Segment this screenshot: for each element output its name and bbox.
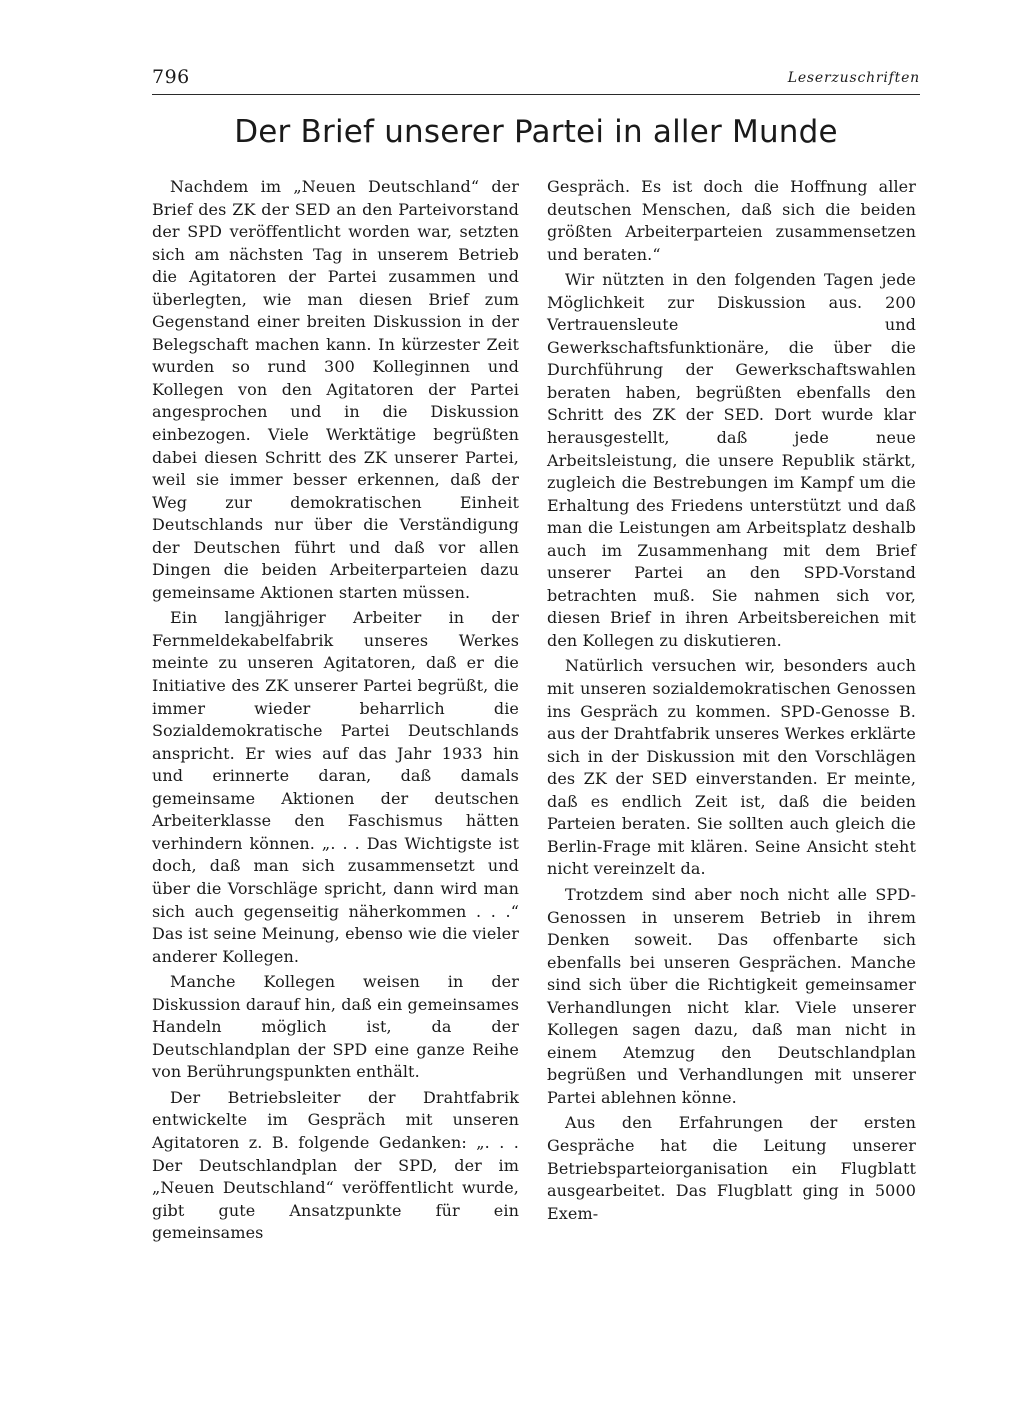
page-number: 796	[152, 66, 190, 88]
paragraph: Trotzdem sind aber noch nicht alle SPD-Genossen in unserem Betrieb in ihrem Denken soweit. Das offenbarte sich ebenfalls bei unseren Gesprächen. Manche sind sich über die Richtigkeit gemeinsamer Verhandlungen nicht klar. Viele unserer Kollegen sagen dazu, daß man nicht in einem Atemzug den Deutschlandplan begrüßen und Verhandlungen mit unserer Partei ablehnen könne.	[547, 884, 916, 1107]
paragraph-continued: Gespräch. Es ist doch die Hoffnung aller deutschen Menschen, daß sich die beiden größten Arbeiterparteien zusammensetzen und beraten.“	[547, 177, 916, 264]
paragraph: Natürlich versuchen wir, besonders auch mit unseren sozialdemokratischen Genossen ins Gespräch zu kommen. SPD-Genosse B. aus der Drahtfabrik unseres Werkes erklärte sich in der Diskussion mit den Vorschlägen des ZK der SED einverstanden. Er meinte, daß es endlich Zeit ist, daß die beiden Parteien beraten. Sie sollten auch gleich die Berlin-Frage mit klären. Seine Ansicht steht nicht vereinzelt da.	[547, 656, 916, 879]
running-header	[152, 64, 920, 95]
paragraph: Aus den Erfahrungen der ersten Gespräche hat die Leitung unserer Betriebsparteiorganisation ein Flugblatt ausgearbeitet. Das Flugblatt ging in 5000 Exem-	[547, 1113, 916, 1223]
section-label: Leserzuschriften	[787, 70, 920, 86]
left-column	[152, 176, 519, 1248]
article-title: Der Brief unserer Partei in aller Munde	[234, 114, 838, 150]
paragraph: Nachdem im „Neuen Deutschland“ der Brief des ZK der SED an den Parteivorstand der SPD veröffentlicht worden war, setzten sich am nächsten Tag in unserem Betrieb die Agitatoren der Partei zusammen und überlegten, wie man diesen Brief zum Gegenstand einer breiten Diskussion in der Belegschaft machen kann. In kürzester Zeit wurden so rund 300 Kolleginnen und Kollegen von den Agitatoren der Partei angesprochen und in die Diskussion einbezogen. Viele Werktätige begrüßten dabei diesen Schritt des ZK unserer Partei, weil sie immer besser erkennen, daß der Weg zur demokratischen Einheit Deutschlands nur über die Verständigung der Deutschen führt und daß vor allen Dingen die beiden Arbeiterparteien dazu gemeinsame Aktionen starten müssen.	[152, 177, 519, 602]
paragraph: Ein langjähriger Arbeiter in der Fernmeldekabelfabrik unseres Werkes meinte zu unseren Agitatoren, daß er die Initiative des ZK unserer Partei begrüßt, die immer wieder beharrlich die Sozialdemokratische Partei Deutschlands anspricht. Er wies auf das Jahr 1933 hin und erinnerte daran, daß damals gemeinsame Aktionen der deutschen Arbeiterklasse den Faschismus hätten verhindern können. „. . . Das Wichtigste ist doch, daß man sich zusammensetzt und über die Vorschläge spricht, dann wird man sich auch gegenseitig näherkommen . . .“ Das ist seine Meinung, ebenso wie die vieler anderer Kollegen.	[152, 608, 519, 966]
paragraph: Manche Kollegen weisen in der Diskussion darauf hin, daß ein gemeinsames Handeln möglich ist, da der Deutschlandplan der SPD eine ganze Reihe von Berührungspunkten enthält.	[152, 972, 520, 1082]
paragraph: Wir nützten in den folgenden Tagen jede Möglichkeit zur Diskussion aus. 200 Vertrauensleute und Gewerkschaftsfunktionäre, die über die Durchführung der Gewerkschaftswahlen beraten haben, begrüßten ebenfalls den Schritt des ZK der SED. Dort wurde klar herausgestellt, daß jede neue Arbeitsleistung, die unsere Republik stärkt, zugleich die Bestrebungen im Kampf um die Erhaltung des Friedens unterstützt und daß man die Leistungen am Arbeitsplatz deshalb auch im Zusammenhang mit dem Brief unserer Partei an den SPD-Vorstand betrachten muß. Sie nahmen sich vor, diesen Brief in ihren Arbeitsbereichen mit den Kollegen zu diskutieren.	[547, 270, 916, 650]
paragraph: Der Betriebsleiter der Drahtfabrik entwickelte im Gespräch mit unseren Agitatoren z. B. folgende Gedanken: „. . . Der Deutschlandplan der SPD, der im „Neuen Deutschland“ veröffentlicht wurde, gibt gute Ansatzpunkte für ein gemeinsames	[152, 1087, 519, 1243]
right-column	[547, 176, 916, 1228]
